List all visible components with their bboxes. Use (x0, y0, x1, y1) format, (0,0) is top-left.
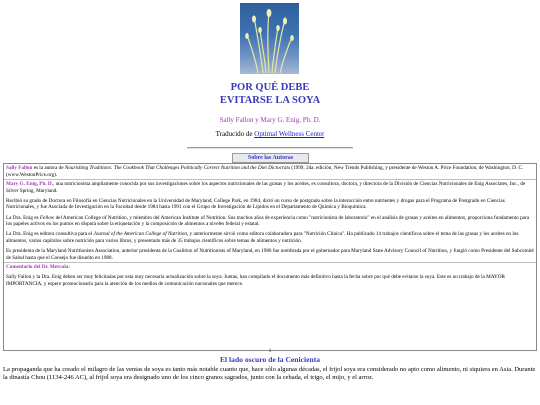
enig-p4-b: , y anteriormente sirvió como editora colaboradora para "Nutrición Clínica". Ha publicado 14 trabajos científicos sobre el tema de las grasas y los aceites en los alimentos, varios capítulos sobre nutrición para varios libros, y presentado más de 35 trabajos científicos sobre temas de alimentos y nutrición. (6, 231, 519, 244)
enig-p3-a: La Dra. Enig es (6, 214, 40, 221)
enig-p4-journal: Journal of the American College of Nutrition (93, 231, 187, 238)
enig-paragraph-5: Es presidenta de la Maryland Nutritionists Association, anterior presidenta de la Coalition of Nutritionists of Maryland, en 1986 fue nombrada por el gobernador para Maryland State Advisory Council of Nutrition, y fungió como Presidente del Subcomité de Salud hasta que el Consejo fue disuelto en 1988. (6, 247, 534, 261)
optimal-wellness-link[interactable]: Optimal Wellness Center (254, 130, 325, 138)
section-body: La propaganda que ha creado el milagro de las ventas de soya es tanto más notable cuanto que, hace sólo algunas décadas, el frijol soya era considerado no apto como alimento, ni siquiera en Asia. Durante la dinastía Chou (1134-246 AC), al frijol soya era designado uno de los cinco granos sagrados, junto con la cebada, el trigo, el mijo, y el arroz. (3, 366, 536, 382)
authors-line: Sally Fallon y Mary G. Enig, Ph. D. (219, 116, 321, 124)
section-number: 1 (268, 349, 272, 354)
enig-paragraph-2: Recibió su grado de Doctora en Filosofía en Ciencias Nutricionales en la Universidad de Maryland, College Park, en 1984, dictó un curso de postgrado sobre la interacción entre nutrientes y drogas para el Programa de Postgrado en Ciencias Nutricionales, y fue Asociada de Investigación en la Facultad desde 1984 hasta 1991 con el Grupo de Investigación de Lípidos en el Departamento de Química y Bioquímica. (6, 197, 505, 211)
enig-bio (4, 180, 536, 263)
translation-credit (0, 130, 540, 138)
mercola-comment (4, 263, 536, 288)
enig-p3-b: del American College of Nutrition, y miembro del American Institute of Nutrition. Sus muchos años de experiencia como "nutricionista de laboratorio" en el análisis de grasas y aceites en alimentos, proporciona fundamento para los papeles activos en los puntos en disputa sobre la etiquetación y la composición de alimentos a niveles federal y estatal. (6, 214, 530, 228)
mercola-comment-heading: Comentario del Dr. Mercola: (6, 264, 70, 271)
enig-intro: , una nutricionista ampliamente conocida por sus investigaciones sobre los aspectos nutricionales de las grasas y los aceites, es consultora, doctora, y directora de la División de Ciencias Nutricionales de Enig Associates, Inc., de Silver Spring, Maryland. (6, 181, 526, 194)
divider (187, 147, 353, 149)
section-title: El lado oscuro de la Cenicienta (219, 355, 321, 364)
enig-paragraph-4 (6, 231, 534, 244)
fallon-bio (4, 164, 536, 180)
hero-image (240, 3, 299, 74)
page-title-line-1: POR QUÉ DEBE (230, 82, 310, 93)
enig-paragraph-3 (6, 215, 534, 228)
tab-sobre-las-autoras[interactable]: Sobre las Autoras (232, 153, 309, 163)
authors-panel (3, 163, 537, 351)
enig-p4-a: La Dra. Enig es editora consultiva para el (6, 231, 94, 238)
page-title-line-2: EVITARSE LA SOYA (219, 95, 321, 106)
fallon-name: Sally Fallon (6, 165, 33, 171)
fallon-text-a: es la autora de (32, 165, 65, 171)
enig-p3-fellow: Fellow (39, 214, 55, 221)
mercola-comment-text: Sally Fallon y la Dra. Enig deben ser muy felicitadas por esta muy necesaria actualización sobre la soya. Juntas, han compilado el documento más definitivo hasta la fecha sobre por qué debe evitarse la soya. Este es un trabajo de la MAYOR IMPORTANCIA, y espero promocionarlo para la atención de los medios de comunicación nacionales que merece. (6, 274, 505, 287)
translation-prefix: Traducido de (215, 130, 255, 138)
soy-plants-icon (240, 3, 299, 74)
fallon-book-title: Nourishing Traditions: The Cookbook That Challenges Politically Correct Nutrition and the Diet Dictocrats (64, 165, 290, 171)
enig-name: Mary G. Enig, Ph. D. (6, 181, 53, 188)
fallon-text-b: (1999, 2da. edición, New Trends Publishing, y presidente de Weston A. Price Foundation, de Washington, D. C. (www.WestonPrice.org). (6, 165, 524, 178)
